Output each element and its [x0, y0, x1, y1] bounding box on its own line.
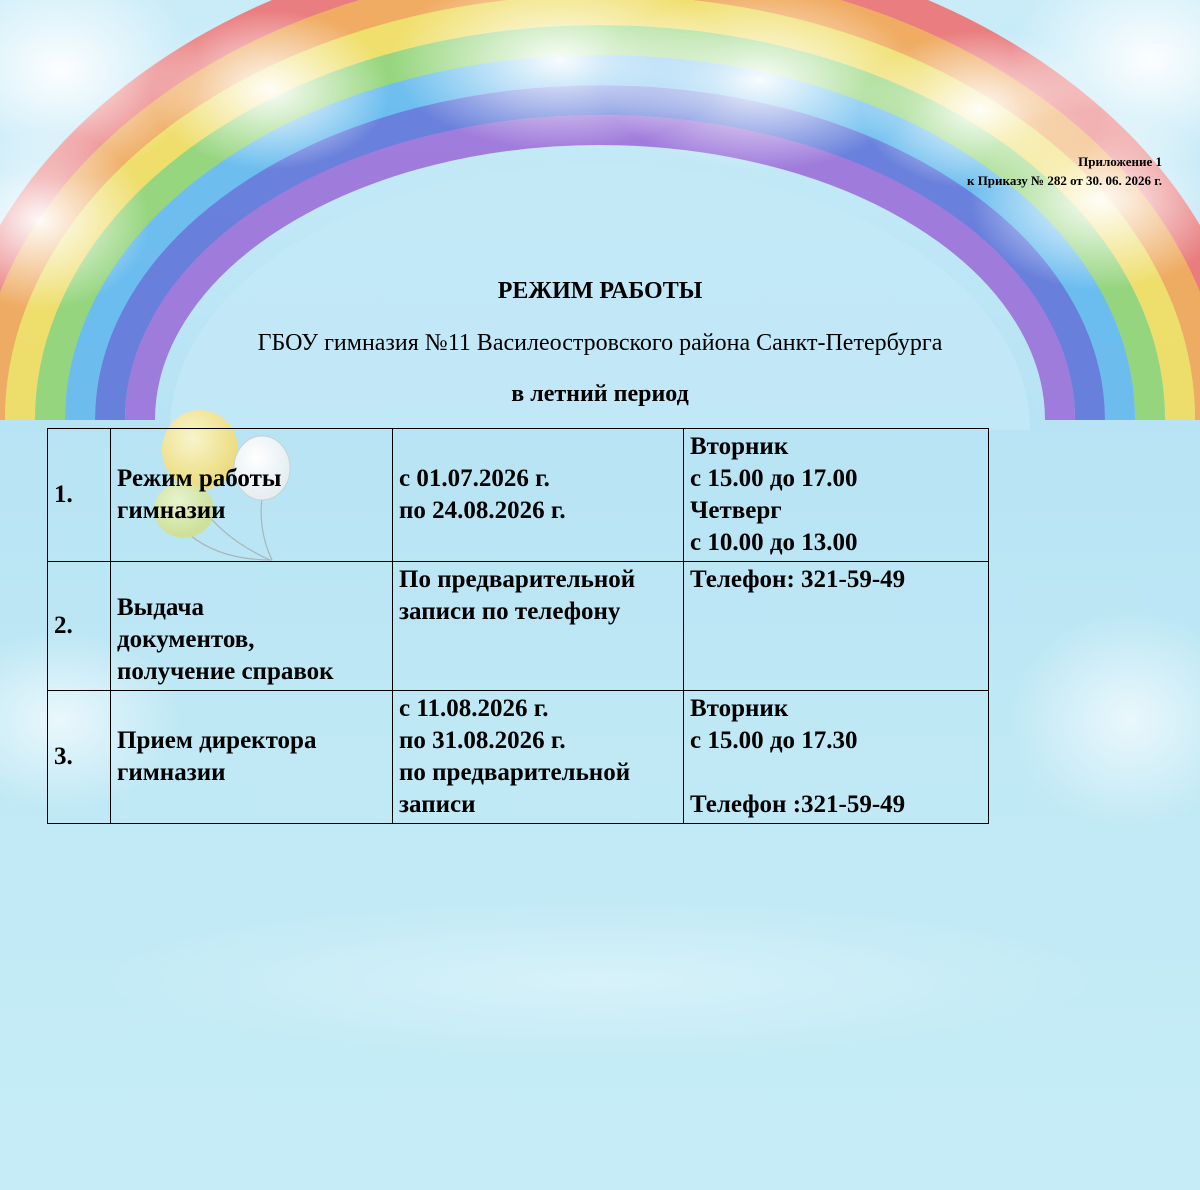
row-name	[111, 562, 393, 691]
schedule-table	[47, 428, 989, 824]
row-name	[111, 691, 393, 824]
row-number: 1.	[48, 429, 111, 562]
row-number: 2.	[48, 562, 111, 691]
row-schedule-gap	[690, 757, 982, 789]
page-subtitle: ГБОУ гимназия №11 Василеостровского района Санкт-Петербурга	[257, 330, 943, 356]
row-dates-line: по предварительной	[399, 759, 631, 786]
row-schedule-line: Вторник	[690, 695, 789, 722]
row-name-line: Режим работы	[117, 465, 282, 492]
row-schedule-line: с 10.00 до 13.00	[690, 529, 858, 556]
row-dates	[393, 562, 684, 691]
row-dates-line: записи	[399, 791, 476, 818]
row-name	[111, 429, 393, 562]
period-label: в летний период	[511, 381, 689, 407]
annex-note	[967, 152, 1162, 190]
row-dates-line: По предварительной	[399, 566, 636, 593]
row-schedule-line: Четверг	[690, 497, 782, 524]
row-schedule-line: Телефон: 321-59-49	[690, 566, 906, 593]
row-dates	[393, 691, 684, 824]
row-name-line: получение справок	[117, 658, 334, 685]
table-row	[48, 691, 989, 824]
row-schedule	[684, 429, 989, 562]
table-row	[48, 429, 989, 562]
row-dates	[393, 429, 684, 562]
annex-line-2: к Приказу № 282 от 30. 06. 2026 г.	[966, 173, 1162, 188]
annex-line-1: Приложение 1	[1078, 154, 1162, 169]
row-name-line: документов,	[117, 626, 255, 653]
row-dates-line: по 24.08.2026 г.	[399, 497, 566, 524]
row-schedule	[684, 691, 989, 824]
row-name-line: гимназии	[117, 497, 226, 524]
row-dates-line: с 01.07.2026 г.	[399, 465, 550, 492]
row-dates-line: записи по телефону	[399, 598, 621, 625]
table-row	[48, 562, 989, 691]
row-name-line: Выдача	[117, 594, 204, 621]
row-schedule-line: с 15.00 до 17.30	[690, 727, 858, 754]
row-number: 3.	[48, 691, 111, 824]
row-schedule-line: Вторник	[690, 433, 789, 460]
row-schedule	[684, 562, 989, 691]
page-title: РЕЖИМ РАБОТЫ	[497, 278, 703, 304]
row-dates-line: с 11.08.2026 г.	[399, 695, 549, 722]
row-name-line: Прием директора	[117, 727, 317, 754]
row-dates-line: по 31.08.2026 г.	[399, 727, 566, 754]
row-name-line: гимназии	[117, 759, 226, 786]
row-schedule-line: с 15.00 до 17.00	[690, 465, 858, 492]
row-schedule-line: Телефон :321-59-49	[690, 791, 906, 818]
